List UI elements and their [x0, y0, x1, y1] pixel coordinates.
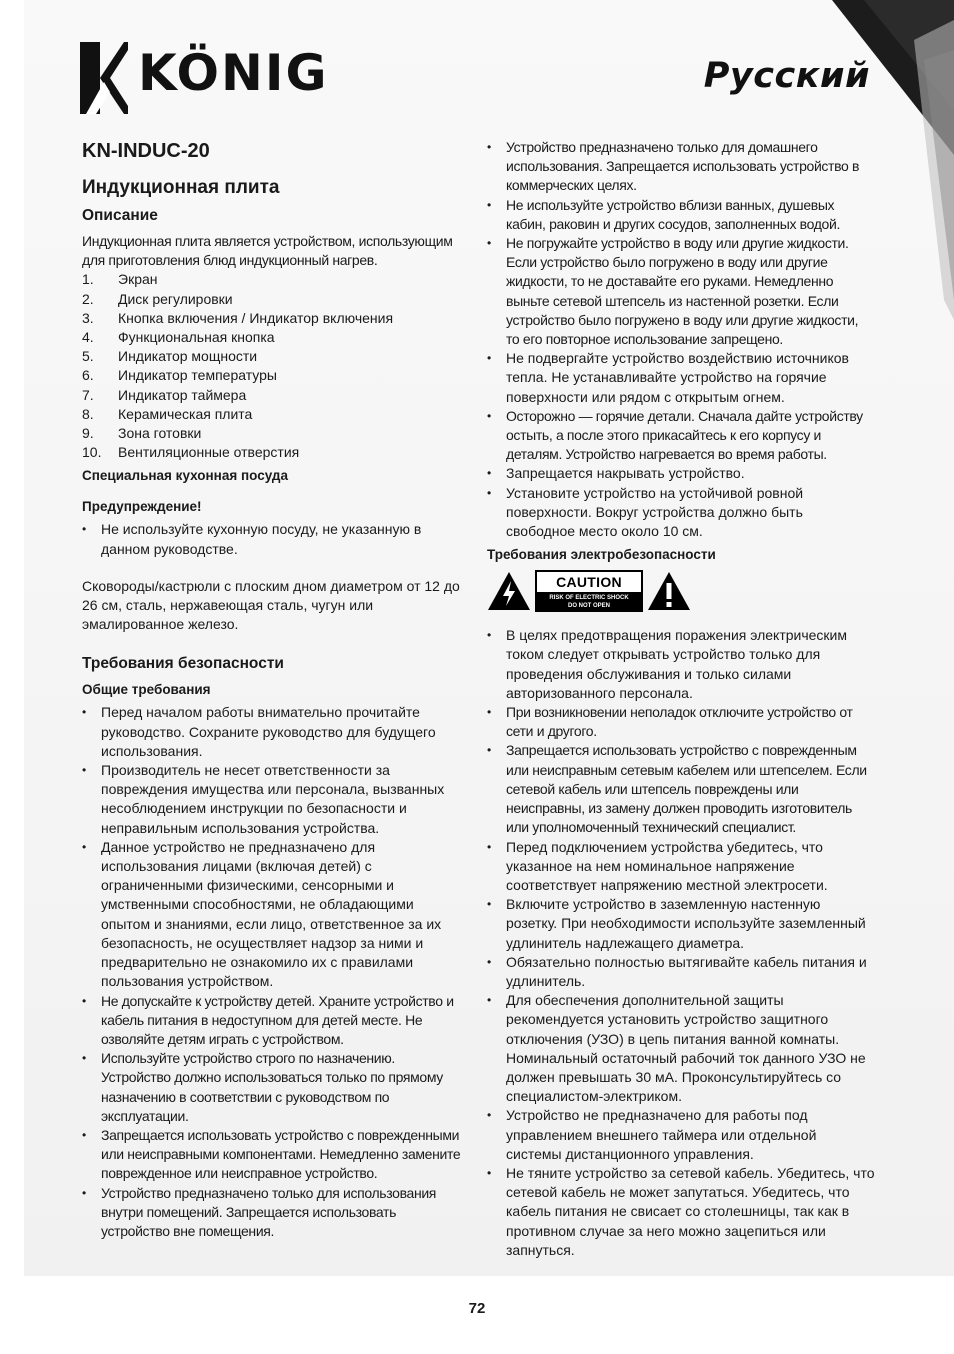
warning-heading: Предупреждение! — [82, 499, 202, 515]
cookware-text: Сковороды/кастрюли с плоским дном диаметром от 12 до 26 см, сталь, нержавеющая сталь, чугун или эмалированное железо. — [82, 577, 460, 633]
list-item: • Перед началом работы внимательно прочитайте руководство. Сохраните руководство для будущего использования. — [82, 703, 466, 761]
general-list — [82, 703, 466, 1241]
list-item: • Используйте устройство строго по назначению. Устройство должно использоваться только по прямому назначению в соответствии с руководством по эксплуатации. — [82, 1049, 466, 1126]
list-item: 1. Экран — [82, 271, 158, 288]
general-heading: Общие требования — [82, 682, 211, 698]
electrical-heading: Требования электробезопасности — [487, 547, 716, 563]
list-item: 10. Вентиляционные отверстия — [82, 444, 300, 461]
page-number: 72 — [468, 1300, 486, 1317]
list-item: • Для обеспечения дополнительной защиты рекомендуется установить устройство защитного отключения (УЗО) в цепь питания ванной комнаты. Номинальный остаточный рабочий ток данного УЗО не должен превышать 30 мА. Проконсультируйтесь со специалистом-электриком. — [487, 991, 875, 1106]
list-item: • Перед подключением устройства убедитесь, что указанное на нем номинальное напряжение соответствует напряжению местной электросети. — [487, 838, 875, 896]
list-item: • Осторожно — горячие детали. Сначала дайте устройству остыть, а после этого прикасайтесь к его корпусу и деталям. Устройство нагревается во время работы. — [487, 407, 875, 465]
list-item: • Установите устройство на устойчивой ровной поверхности. Вокруг устройства должно быть свободное место около 10 см. — [487, 484, 875, 542]
list-item: 2. Диск регулировки — [82, 290, 233, 307]
electric-shock-warning-icon — [487, 571, 531, 611]
electrical-list — [487, 626, 875, 1260]
list-item: 7. Индикатор таймера — [82, 386, 247, 403]
language-title: Русский — [703, 56, 870, 96]
parts-list — [82, 270, 466, 462]
list-item: • Не погружайте устройство в воду или другие жидкости. Если устройство было погружено в воду или другие жидкости, то не доставайте его руками. Немедленно выньте сетевой штепсель из настенной розетки. Если устройство было погружено в воду или другие жидкости, то его повторное использование запрещено. — [487, 234, 875, 349]
list-item: 3. Кнопка включения / Индикатор включения — [82, 309, 394, 326]
list-item: 9. Зона готовки — [82, 425, 202, 442]
list-item: • Не подвергайте устройство воздействию источников тепла. Не устанавливайте устройство на горячие поверхности или рядом с открытым огнем. — [487, 349, 875, 407]
list-item: 4. Функциональная кнопка — [82, 329, 275, 346]
model-heading: KN-INDUC-20 — [82, 140, 210, 162]
list-item: • Устройство не предназначено для работы под управлением внешнего таймера или отдельной системы дистанционного управления. — [487, 1106, 875, 1164]
safety-heading: Требования безопасности — [82, 655, 284, 673]
product-heading: Индукционная плита — [82, 177, 280, 198]
list-item: • При возникновении неполадок отключите устройство от сети и другого. — [487, 703, 875, 741]
list-item: • Устройство предназначено только для использования внутри помещений. Запрещается использовать устройство вне помещения. — [82, 1184, 466, 1242]
caution-label — [487, 570, 875, 612]
list-item: • Устройство предназначено только для домашнего использования. Запрещается использовать устройство в коммерческих целях. — [487, 138, 875, 196]
list-item: • Не используйте устройство вблизи ванных, душевых кабин, раковин и других сосудов, заполненных водой. — [487, 196, 875, 234]
list-item: • Не используйте кухонную посуду, не указанную в данном руководстве. — [82, 520, 466, 558]
list-item: • В целях предотвращения поражения электрическим током следует открывать устройство только для проведения обслуживания и только силами авторизованного персонала. — [487, 626, 875, 703]
list-item: 8. Керамическая плита — [82, 405, 253, 422]
exclamation-warning-icon — [647, 571, 691, 611]
list-item: • Запрещается использовать устройство с поврежденным или неисправным сетевым кабелем или штепселем. Если сетевой кабель или штепсель повреждены или неисправны, из замену должен проводить изготовитель или уполномоченный технический специалист. — [487, 741, 875, 837]
konig-logo — [80, 42, 336, 119]
list-item: 5. Индикатор мощности — [82, 348, 258, 365]
list-item: • Не тяните устройство за сетевой кабель. Убедитесь, что сетевой кабель не может запутаться. Убедитесь, что кабель питания не свисает со столешницы, так как в противном случае за него можно зацепиться или запнуться. — [487, 1164, 875, 1260]
cookware-heading: Специальная кухонная посуда — [82, 468, 288, 484]
list-item: • Запрещается накрывать устройство. — [487, 464, 875, 483]
caution-box — [535, 570, 643, 612]
list-item: • Включите устройство в заземленную настенную розетку. При необходимости используйте заземленный удлинитель надлежащего диаметра. — [487, 895, 875, 953]
logo-text: KÖNIG — [138, 44, 329, 102]
warning-list — [82, 520, 466, 558]
general-list-continued — [487, 138, 875, 541]
caution-title: CAUTION — [556, 574, 622, 591]
list-item: • Запрещается использовать устройство с поврежденными или неисправными компонентами. Немедленно замените поврежденное или неисправное устройство. — [82, 1126, 466, 1184]
list-item: • Обязательно полностью вытягивайте кабель питания и удлинитель. — [487, 953, 875, 991]
right-column — [487, 138, 875, 1260]
list-item: 6. Индикатор температуры — [82, 367, 277, 384]
list-item: • Производитель не несет ответственности за повреждения имущества или персонала, вызванных несоблюдением инструкции по безопасности и неправильным использования устройства. — [82, 761, 466, 838]
description-heading: Описание — [82, 207, 158, 224]
left-column — [82, 138, 466, 1241]
caution-subtitle: RISK OF ELECTRIC SHOCK DO NOT OPEN — [537, 592, 641, 610]
list-item: • Данное устройство не предназначено для использования лицами (включая детей) с ограниченными физическими, сенсорными и умственными способностями, не обладающими опытом и знаниями, если лицо, ответственное за их безопасность, не осуществляет надзор за ними и предварительно не ознакомило их с правилами пользования устройством. — [82, 838, 466, 992]
list-item: • Не допускайте к устройству детей. Храните устройство и кабель питания в недоступном для детей месте. Не озволяйте детям играть с устройством. — [82, 992, 466, 1050]
description-text: Индукционная плита является устройством, использующим для приготовления блюд индукционный нагрев. — [82, 233, 453, 269]
